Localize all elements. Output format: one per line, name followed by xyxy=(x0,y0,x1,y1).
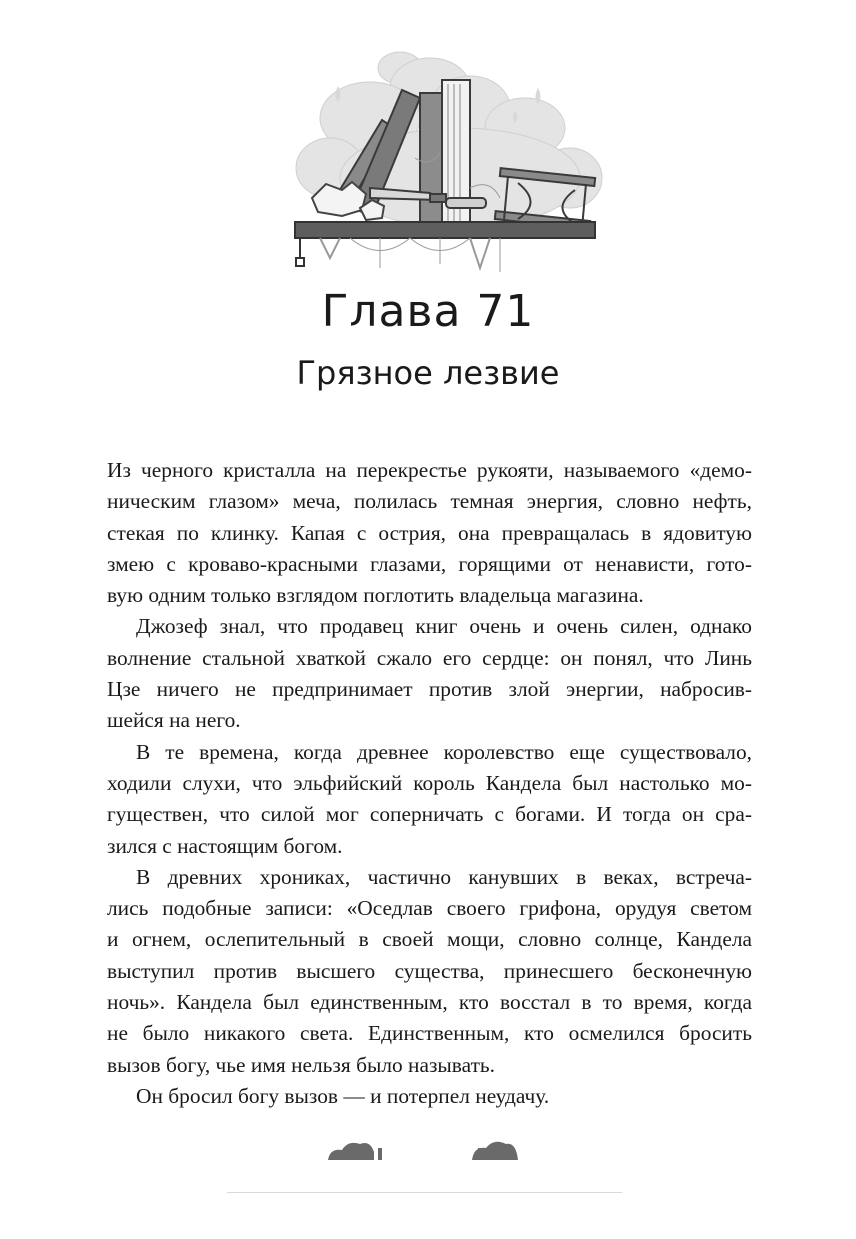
text-line: В те времена, когда древнее королевство еще существовало, xyxy=(136,739,752,764)
chapter-title: Глава 71 xyxy=(321,286,535,337)
paragraph xyxy=(107,611,752,736)
text-line: змею с кроваво-красными глазами, горящими от ненависти, гото- xyxy=(107,551,752,576)
paragraph xyxy=(107,455,752,611)
text-line: Он бросил богу вызов — и потерпел неудачу. xyxy=(136,1083,550,1108)
text-line: Из черного кристалла на перекрестье рукояти, называемого «демо- xyxy=(107,458,752,482)
ornament-divider xyxy=(320,1138,540,1160)
text-line: и огнем, ослепительный в своей мощи, словно солнце, Кандела xyxy=(107,927,752,952)
books-shelf-illustration xyxy=(290,38,610,278)
paragraph xyxy=(107,862,752,1081)
chapter-body xyxy=(107,455,752,1112)
text-line: зился с настоящим богом. xyxy=(107,833,343,858)
text-line: ническим глазом» меча, полилась темная энергия, словно нефть, xyxy=(107,489,752,514)
text-line: вую одним только взглядом поглотить владельца магазина. xyxy=(107,583,644,608)
text-line: ночь». Кандела был единственным, кто восстал в то время, когда xyxy=(107,990,752,1015)
text-line: выступил против высшего существа, принесшего бесконечную xyxy=(107,958,752,983)
paragraph xyxy=(107,737,752,862)
text-line: шейся на него. xyxy=(107,708,241,733)
text-line: стекая по клинку. Капая с острия, она превращалась в ядовитую xyxy=(107,520,752,545)
text-line: вызов богу, чье имя нельзя было называть. xyxy=(107,1052,496,1077)
text-line: не было никакого света. Единственным, кто осмелился бросить xyxy=(107,1021,752,1046)
text-line: В древних хрониках, частично канувших в веках, встреча- xyxy=(136,864,752,889)
text-line: лись подобные записи: «Оседлав своего грифона, орудуя светом xyxy=(107,896,752,921)
text-line: ходили слухи, что эльфийский король Кандела был настолько мо- xyxy=(107,770,752,795)
chapter-subtitle: Грязное лезвие xyxy=(296,354,560,392)
page-divider xyxy=(227,1192,622,1193)
text-line: Джозеф знал, что продавец книг очень и очень силен, однако xyxy=(136,614,752,639)
text-line: Цзе ничего не предпринимает против злой энергии, набросив- xyxy=(107,677,752,702)
paragraph xyxy=(107,1081,752,1112)
text-line: гуществен, что силой мог соперничать с богами. И тогда он сра- xyxy=(107,802,752,827)
text-line: волнение стальной хваткой сжало его сердце: он понял, что Линь xyxy=(107,645,752,670)
